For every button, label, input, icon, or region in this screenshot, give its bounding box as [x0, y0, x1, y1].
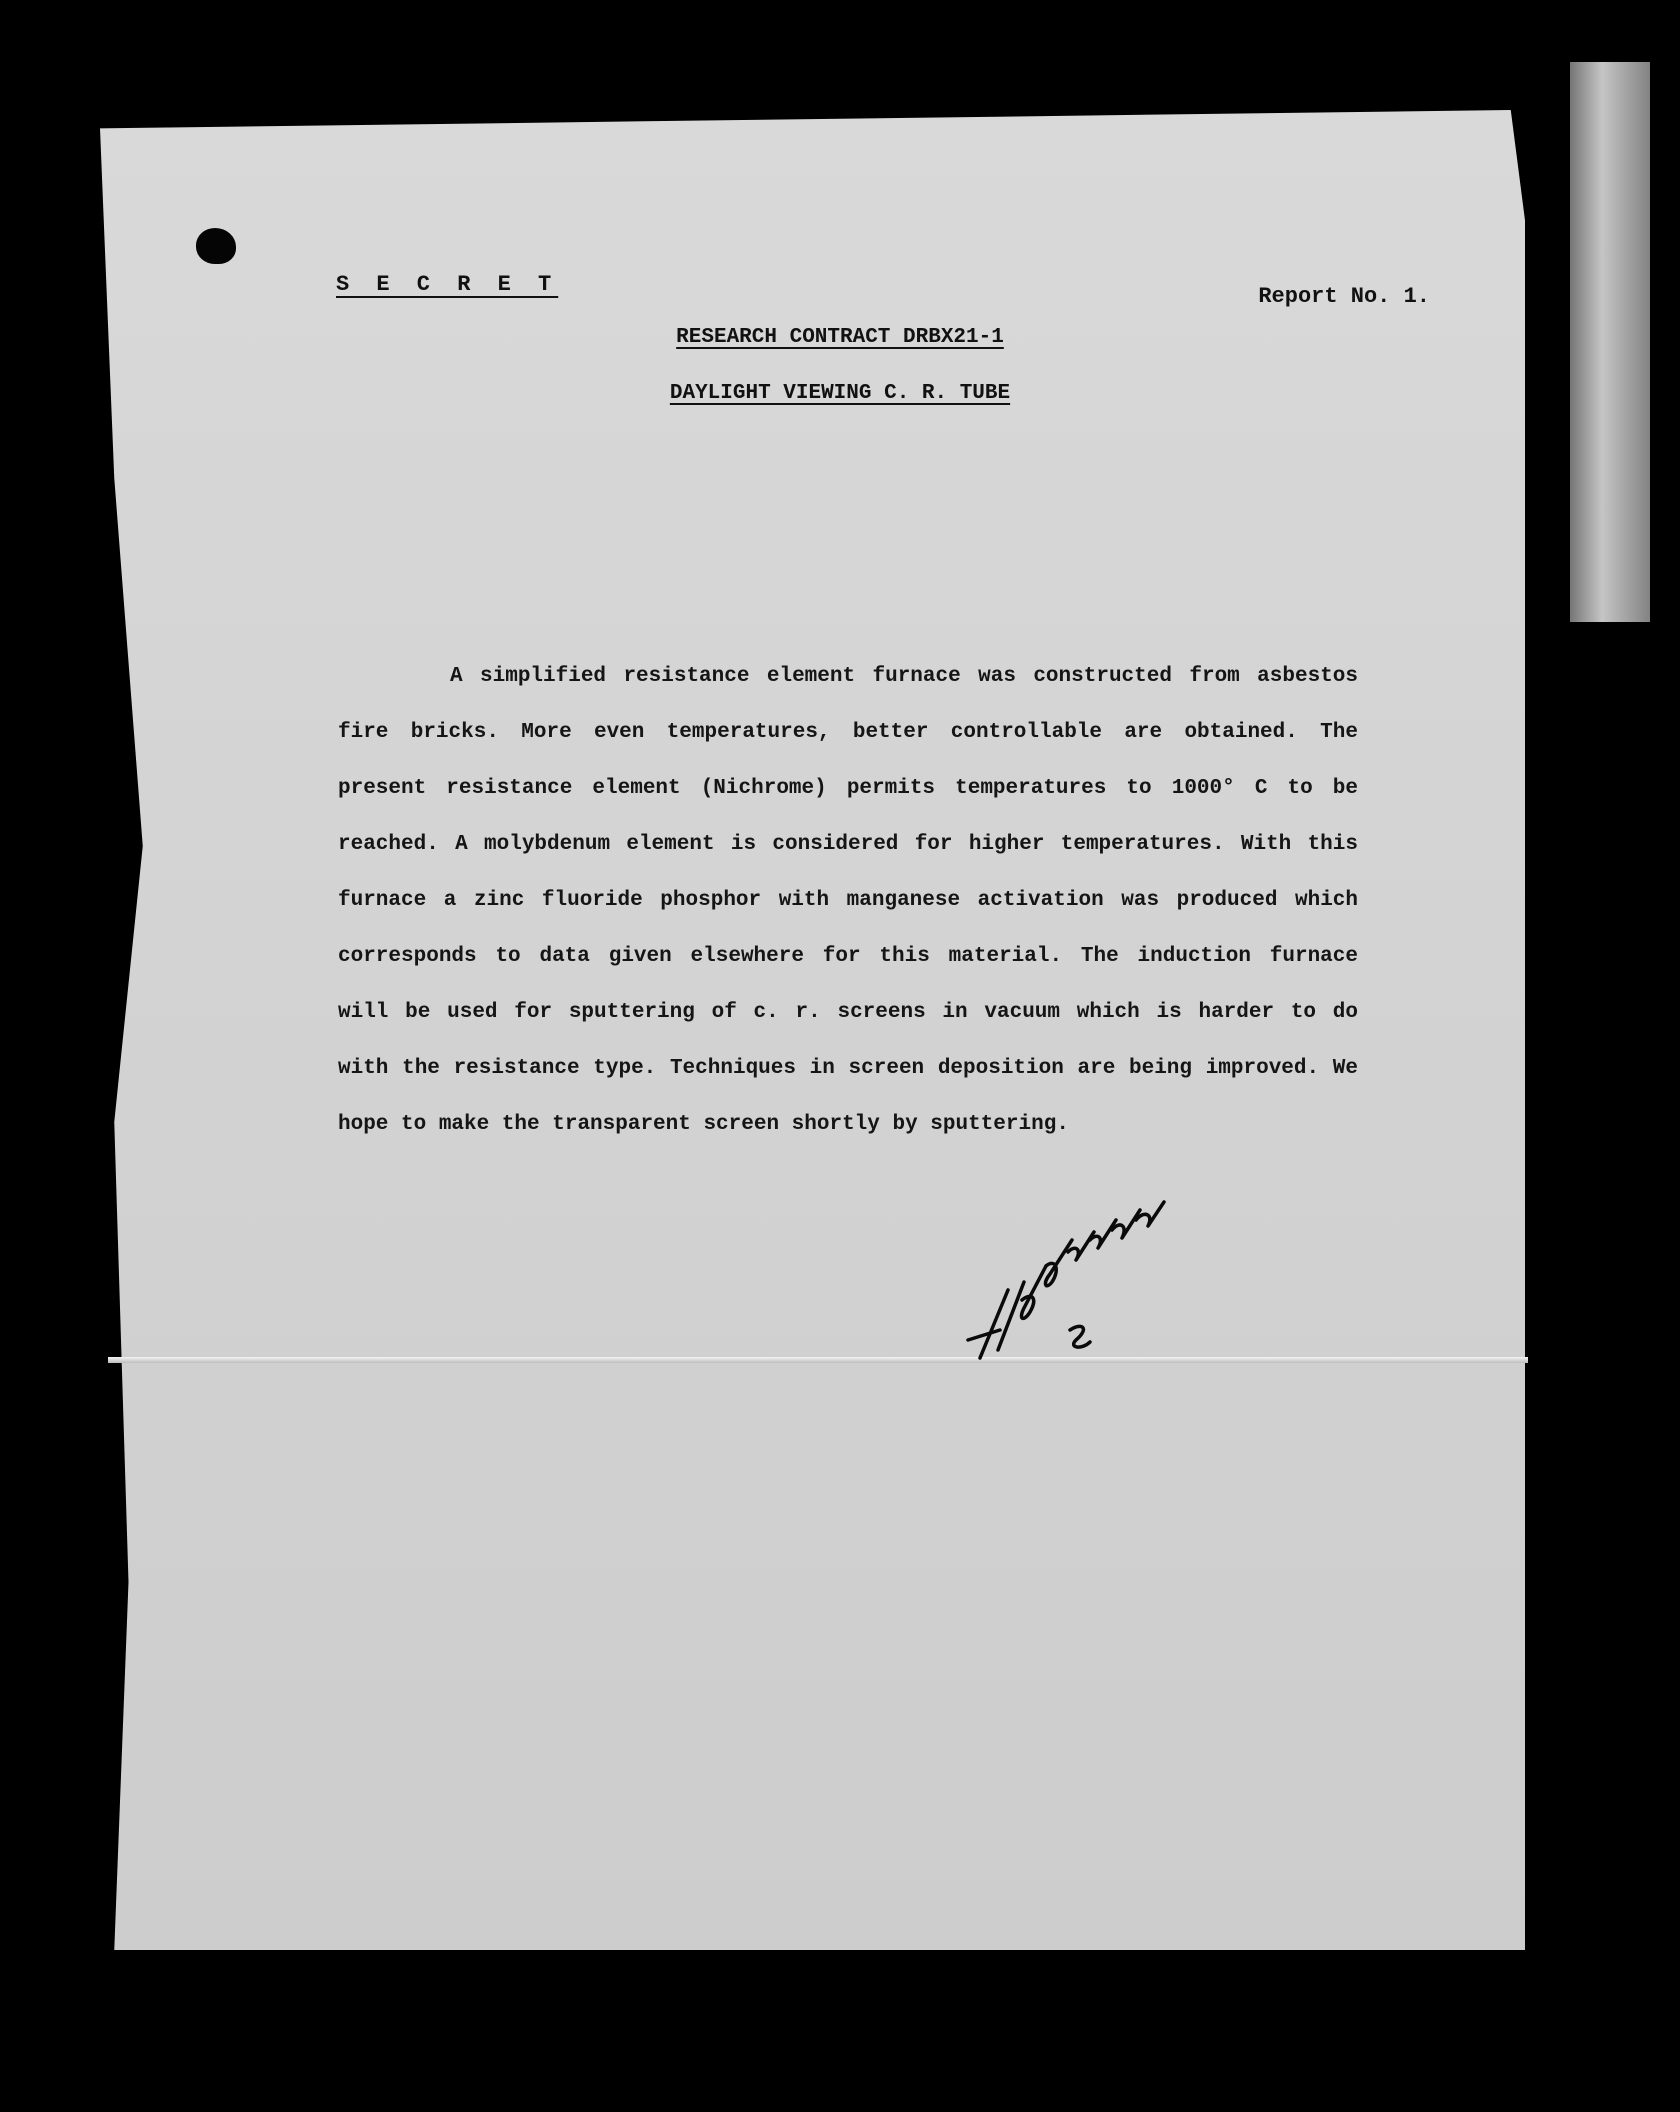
report-body: A simplified resistance element furnace was constructed from asbestos fire bricks. More even temperatures, better controllable are obtained. The present resistance element (Nichrome) permits temperatures to 1000° C to be reached. A molybdenum element is considered for higher temperatures. With this furnace a zinc fluoride phosphor with manganese activation was produced which corresponds to data given elsewhere for this material. The induction furnace will be used for sputtering of c. r. screens in vacuum which is harder to do with the resistance type. Techniques in screen deposition are being improved. We hope to make the transparent screen shortly by sputtering. [338, 665, 1358, 1136]
paper-fold-line [108, 1357, 1528, 1363]
handwritten-signature-icon [960, 1180, 1190, 1370]
document-subtitle: DAYLIGHT VIEWING C. R. TUBE [669, 382, 1011, 405]
report-number: Report No. 1. [1258, 284, 1430, 309]
document-title: RESEARCH CONTRACT DRBX21-1 [676, 326, 1004, 349]
classification-label: S E C R E T [336, 272, 559, 297]
ink-blot [196, 228, 236, 264]
